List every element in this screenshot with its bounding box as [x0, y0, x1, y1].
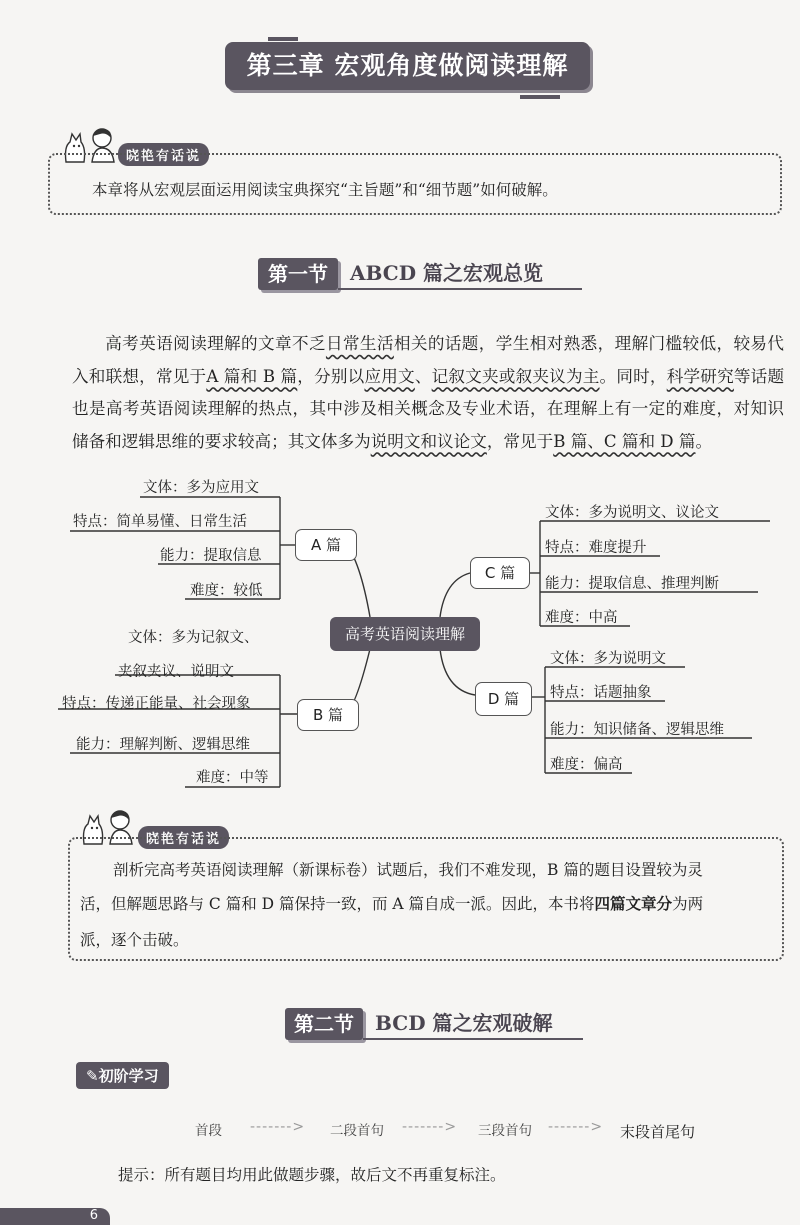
- mindmap-b-difficulty: 难度：中等: [196, 770, 269, 786]
- mindmap-d-ability: 能力：知识储备、逻辑思维: [550, 722, 724, 738]
- mindmap-b-feature: 特点：传递正能量、社会现象: [62, 696, 251, 712]
- mindmap-a-difficulty: 难度：较低: [190, 583, 263, 599]
- mindmap-d-difficulty: 难度：偏高: [550, 757, 623, 773]
- arrow-icon: ------->: [548, 1119, 604, 1135]
- mindmap-b-genre: 文体：多为记叙文、: [128, 630, 259, 646]
- intro-paragraph: 高考英语阅读理解的文章不乏日常生活相关的话题，学生相对熟悉，理解门槛较低，较易代入和联想，常见于A 篇和 B 篇，分别以应用文、记叙文夹或叙夹议为主。同时，科学研究等话题也是高考英语阅读理解的热点，其中涉及相关概念及专业术语，在理解上有一定的难度，对知识储备和逻辑思维的要求较高；其文体多为说明文和议论文，常见于B 篇、C 篇和 D 篇。: [72, 334, 785, 451]
- pencil-icon: ✎: [86, 1067, 99, 1085]
- flow-step-4: 末段首尾句: [620, 1123, 696, 1141]
- talk-line: 活，但解题思路与 C 篇和 D 篇保持一致，而 A 篇自成一派。因此，本书将四篇文章分为两: [80, 894, 704, 913]
- talk-tag: 晓艳有话说: [138, 826, 229, 849]
- mindmap-a-ability: 能力：提取信息: [160, 548, 262, 564]
- mindmap-a-genre: 文体：多为应用文: [143, 480, 259, 496]
- mindmap-d-genre: 文体：多为说明文: [550, 651, 666, 667]
- flow-step-3: 三段首句: [478, 1123, 532, 1139]
- talk-line: 剖析完高考英语阅读理解（新课标卷）试题后，我们不难发现，B 篇的题目设置较为灵: [113, 861, 703, 879]
- mindmap-node-c: C 篇: [470, 557, 530, 589]
- flow-step-2: 二段首句: [330, 1123, 384, 1139]
- talk-tag: 晓艳有话说: [118, 143, 209, 166]
- talk-line: 派，逐个击破。: [80, 931, 189, 949]
- mindmap-c-ability: 能力：提取信息、推理判断: [545, 576, 719, 592]
- talk-text: 本章将从宏观层面运用阅读宝典探究“主旨题”和“细节题”如何破解。: [92, 181, 558, 199]
- mindmap-node-b: B 篇: [297, 699, 359, 731]
- mindmap-c-genre: 文体：多为说明文、议论文: [545, 505, 719, 521]
- tip-text: 提示：所有题目均用此做题步骤，故后文不再重复标注。: [118, 1166, 506, 1184]
- page-number: 6: [0, 1208, 110, 1225]
- mindmap-center: 高考英语阅读理解: [330, 617, 480, 651]
- mindmap-c-difficulty: 难度：中高: [545, 610, 618, 626]
- mindmap-b-genre-cont: 夹叙夹议、说明文: [118, 664, 234, 680]
- flow-step-1: 首段: [195, 1123, 222, 1139]
- section-number: 第二节: [285, 1008, 363, 1040]
- section-title: BCD 篇之宏观破解: [363, 1008, 583, 1040]
- section-number: 第一节: [258, 258, 338, 290]
- mindmap-b-ability: 能力：理解判断、逻辑思维: [76, 737, 250, 753]
- mindmap-c-feature: 特点：难度提升: [545, 540, 647, 556]
- title-decoration: [268, 37, 298, 41]
- mindmap-node-a: A 篇: [295, 529, 357, 561]
- beginner-learning-tab: ✎初阶学习: [76, 1062, 169, 1089]
- title-decoration: [520, 95, 560, 99]
- mindmap-d-feature: 特点：话题抽象: [550, 685, 652, 701]
- chapter-title: 第三章 宏观角度做阅读理解: [225, 42, 590, 90]
- mindmap-node-d: D 篇: [475, 682, 532, 716]
- arrow-icon: ------->: [250, 1119, 306, 1135]
- mindmap-a-feature: 特点：简单易懂、日常生活: [73, 514, 247, 530]
- section-title: ABCD 篇之宏观总览: [338, 258, 582, 290]
- arrow-icon: ------->: [402, 1119, 458, 1135]
